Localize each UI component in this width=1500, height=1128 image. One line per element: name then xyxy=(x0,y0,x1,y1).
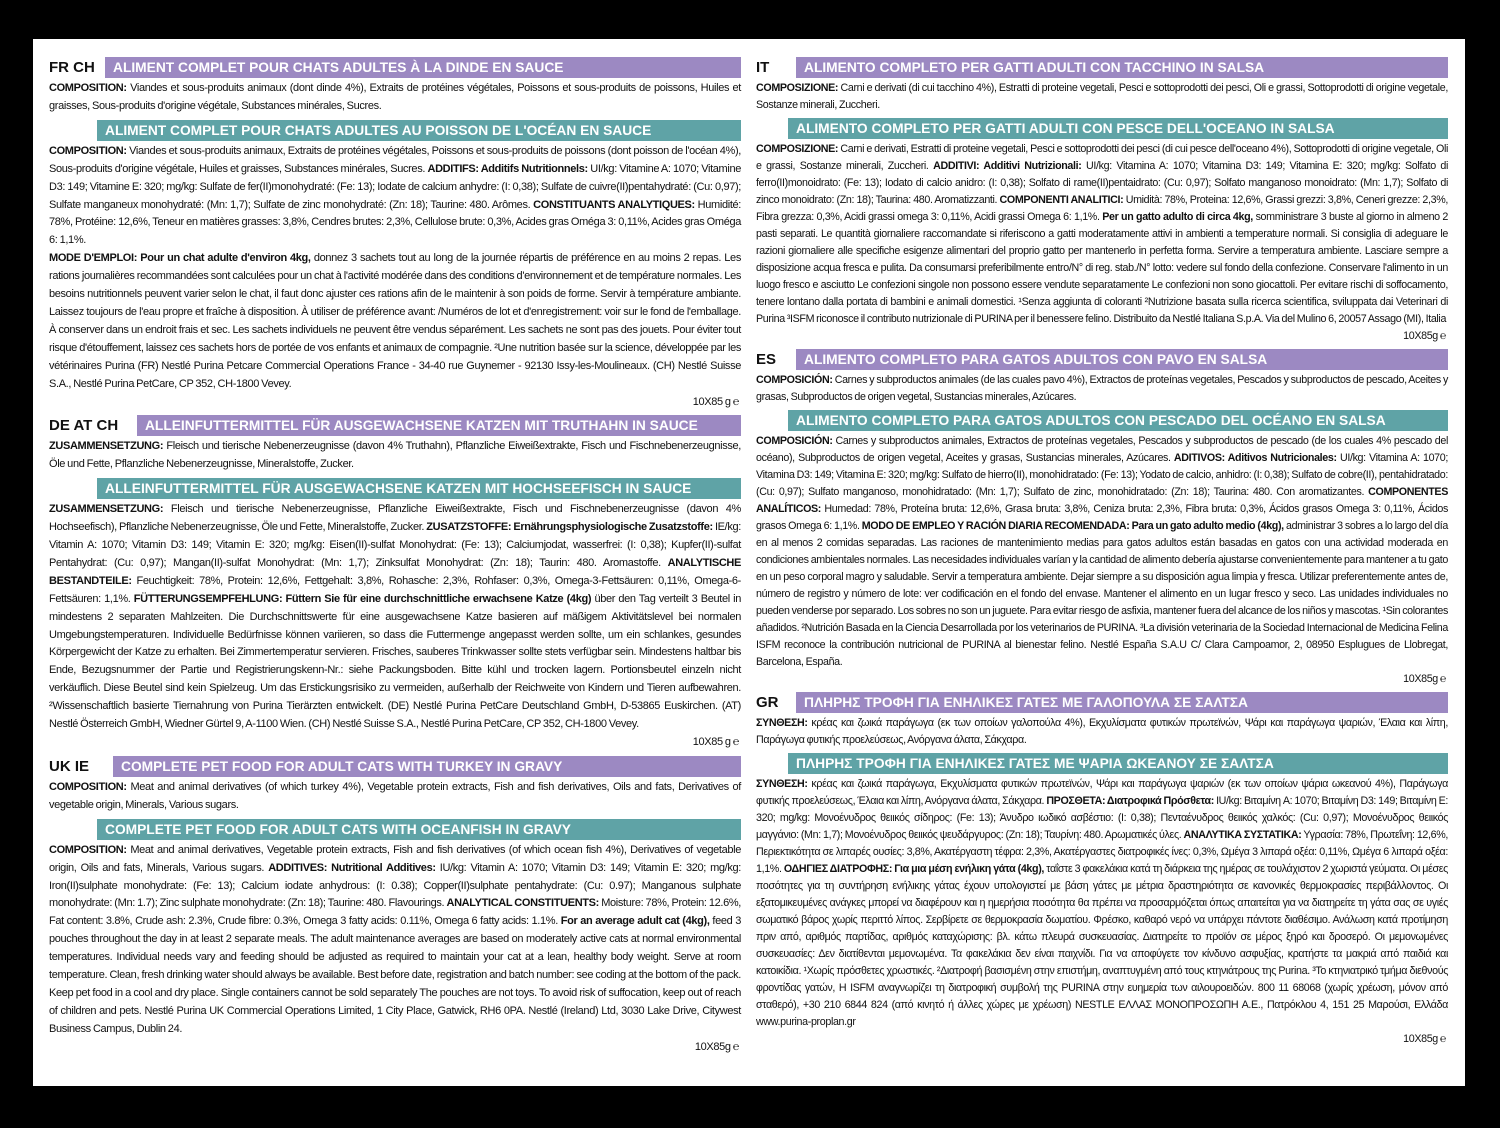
de-fish-header xyxy=(49,478,741,499)
value: Moisture: 78%, Protein: 12.6%, Fat content: 3.8%, Crude ash: 2.3%, Crude fibre: 0.3%, Omega 3 fatty acids: 0.11%, Omega 6 fatty acids: 1.1%. xyxy=(49,897,741,928)
label: ΑΝΑΛΥΤΙΚΑ ΣΥΣΤΑΤΙΚΑ: xyxy=(1183,829,1302,841)
uk-turkey-composition xyxy=(49,779,741,815)
es-turkey-composition xyxy=(756,372,1448,406)
es-fish-title: ALIMENTO COMPLETO PARA GATOS ADULTOS CON PESCADO DEL OCÉANO EN SALSA xyxy=(788,410,1448,431)
uk-turkey-header xyxy=(49,756,741,777)
label: ANALYTISCHE BESTANDTEILE: xyxy=(49,556,741,587)
label: ADDITIFS: Additifs Nutritionnels: xyxy=(427,162,588,175)
value: κρέας και ζωικά παράγωγα (εκ των οποίων γαλοπούλα 4%), Εκχυλίσματα φυτικών πρωτεϊνών, Ψάρι και παράγωγα ψαριών, Έλαια και λίπη, Παράγωγα φυτικής προελεύσεως, Ανόργανα άλατα, Σάκχαρα. xyxy=(756,717,1448,746)
value: Υγρασία: 78%, Πρωτεΐνη: 12,6%, Περιεκτικότητα σε λιπαρές ουσίες: 3,8%, Ακατέργαστη τέφρα: 2,3%, Ακατέργαστες διατροφικές ίνες: 0,3%, Ωμέγα 3 λιπαρά οξέα: 0,11%, Ωμέγα 6 λιπαρά οξέα: 1,1%. xyxy=(756,829,1449,875)
right-column xyxy=(756,55,1448,1052)
label: COMPONENTI ANALITICI: xyxy=(999,194,1124,206)
label: COMPOSICIÓN: xyxy=(756,374,833,386)
label: COMPOSITION: xyxy=(49,843,127,856)
label: COMPOSITION: xyxy=(49,780,127,793)
value: Viandes et sous-produits animaux (dont dinde 4%), Extraits de protéines végétales, Poissons et sous-produits de poissons, Huiles et graisses, Sous-produits d'origine végétale, Substances minérales, Sucres. xyxy=(49,82,741,112)
label: ADITIVOS: Aditivos Nutricionales: xyxy=(1173,452,1337,464)
value: Humedad: 78%, Proteína bruta: 12,6%, Grasa bruta: 3,8%, Ceniza bruta: 2,3%, Fibra bruta: 0,3%, Ácidos grasos Omega 3: 0,11%, Ácidos grasos Omega 6: 1,1%. xyxy=(756,503,1448,532)
value: Carnes y subproductos animales, Extractos de proteínas vegetales, Pescados y subproductos de pescado (de los cuales 4% pescado del océano), Subproductos de origen vegetal, Aceites y grasas, Sustancias minerales, Azúcares. xyxy=(756,435,1448,464)
fr-country-code: FR CH xyxy=(49,59,95,76)
label: COMPOSITION: xyxy=(49,82,127,94)
value: feed 3 pouches throughout the day in at least 2 separate meals. The adult maintenance averages are based on moderately active cats at normal environmental temperatures. Individual needs vary and feeding should be adjusted as required to maintain your cat at a lean, healthy body weight. Serve at room temperature. Clean, fresh drinking water should always be available. Best before date, registration and batch number: see coding at the bottom of the pack. Keep pet food in a cool and dry place. Single containers cannot be sold separately The pouches are not toys. To avoid risk of suffocation, keep out of reach of children and pets. Nestlé Purina UK Commercial Operations Limited, 1 City Place, Gatwick, RH6 0PA. Nestlé (Ireland) Ltd, 3030 Lake Drive, Citywest Business Campus, Dublin 24. xyxy=(49,915,741,1035)
label: ZUSAMMENSETZUNG: xyxy=(49,503,164,516)
es-fish-header xyxy=(756,410,1448,431)
label: ZUSAMMENSETZUNG: xyxy=(49,440,164,453)
label: ADDITIVI: Additivi Nutrizionali: xyxy=(933,160,1082,172)
label: ZUSATZSTOFFE: Ernährungsphysiologische Zusatzstoffe: xyxy=(426,521,713,534)
uk-country-code: UK IE xyxy=(49,757,90,775)
label: ΠΡΟΣΘΕΤΑ: Διατροφικά Πρόσθετα: xyxy=(1046,795,1214,807)
fr-turkey-composition xyxy=(49,80,741,116)
left-column xyxy=(49,55,741,1061)
label: MODO DE EMPLEO Y RACIÓN DIARIA RECOMENDADA: Para un gato adulto medio (4kg), xyxy=(861,520,1284,532)
gr-country-code: GR xyxy=(756,694,779,711)
es-turkey-title: ALIMENTO COMPLETO PARA GATOS ADULTOS CON PAVO EN SALSA xyxy=(796,349,1448,370)
fr-pack-size: 10X85 g ℮ xyxy=(692,395,739,408)
value: Fleisch und tierische Nebenerzeugnisse, Pflanzliche Eiweißextrakte, Fisch und Fischnebenerzeugnisse (davon 4% Hochseefisch), Pflanzliche Nebenerzeugnisse, Öle und Fette, Mineralstoffe, Zucker. xyxy=(49,503,741,534)
it-fish-details xyxy=(756,141,1448,345)
uk-fish-title: COMPLETE PET FOOD FOR ADULT CATS WITH OCEANFISH IN GRAVY xyxy=(97,819,741,840)
de-fish-details xyxy=(49,501,741,752)
value: Carni e derivati, Estratti di proteine vegetali, Pesci e sottoprodotti dei pesci (di cui pesce dell'oceano 4%), Sottoprodotti di origine vegetale, Oli e grassi, Sostanze minerali, Zuccheri. xyxy=(756,143,1448,172)
gr-turkey-header xyxy=(756,692,1448,713)
label: ΣΥΝΘΕΣΗ: xyxy=(756,778,808,790)
label: MODE D'EMPLOI: Pour un chat adulte d'environ 4kg, xyxy=(49,252,311,265)
value: κρέας και ζωικά παράγωγα, Εκχυλίσματα φυτικών πρωτεϊνών, Ψάρι και παράγωγα ψαριών (εκ των οποίων ψάρια ωκεανού 4%), Παράγωγα φυτικής προελεύσεως, Έλαια και λίπη, Ανόργανα άλατα, Σάκχαρα. xyxy=(756,778,1448,807)
es-pack-size: 10X85g ℮ xyxy=(1403,673,1446,685)
fr-turkey-header xyxy=(49,57,741,78)
value: IU/kg: Vitamin A: 1070; Vitamin D3: 149; Vitamin E: 320; mg/kg: Iron(II)sulphate monohydrate: (Fe: 13); Calcium iodate anhydrous: (I: 0.38); Copper(II)sulphate pentahydrate: (Cu: 0.97); Manganous sulphate monohydrate: (Mn: 1.7); Zinc sulphate monohydrate: (Zn: 18); Taurine: 480. Flavourings. xyxy=(49,861,741,910)
de-country-code: DE AT CH xyxy=(49,417,119,435)
label: ANALYTICAL CONSTITUENTS: xyxy=(446,897,599,910)
uk-turkey-title: COMPLETE PET FOOD FOR ADULT CATS WITH TURKEY IN GRAVY xyxy=(113,756,741,777)
label: CONSTITUANTS ANALYTIQUES: xyxy=(533,198,695,211)
value: IE/kg: Vitamin A: 1070; Vitamin D3: 149; Vitamin E: 320; mg/kg: Eisen(II)-sulfat Monohydrat: (Fe: 13); Calciumjodat, wasserfrei: (I: 0,38); Kupfer(II)-sulfat Pentahydrat: (Cu: 0,97); Mangan(II)-sulfat Monohydrat: (Mn: 1,7); Zinksulfat Monohydrat: (Zn: 18); Taurin: 480. Aromastoffe. xyxy=(49,521,741,569)
gr-turkey-title: ΠΛΗΡΗΣ ΤΡΟΦΗ ΓΙΑ ΕΝΗΛΙΚΕΣ ΓΑΤΕΣ ΜΕ ΓΑΛΟΠΟΥΛΑ ΣΕ ΣΑΛΤΣΑ xyxy=(796,692,1448,713)
fr-fish-title: ALIMENT COMPLET POUR CHATS ADULTES AU POISSON DE L'OCÉAN EN SAUCE xyxy=(97,120,741,141)
label: ΣΥΝΘΕΣΗ: xyxy=(756,717,808,729)
de-turkey-composition xyxy=(49,438,741,474)
label: For an average adult cat (4kg), xyxy=(560,915,710,928)
gr-fish-details xyxy=(756,776,1448,1048)
it-pack-size: 10X85g ℮ xyxy=(1403,330,1446,342)
value: Humidité: 78%, Protéine: 12,6%, Teneur en matières grasses: 3,8%, Cendres brutes: 2,3%, Cellulose brute: 0,3%, Acides gras Oméga 3: 0,11%, Acides gras Oméga 6: 1,1%. xyxy=(49,198,741,247)
value: Umidità: 78%, Proteina: 12,6%, Grassi grezzi: 3,8%, Ceneri grezze: 2,3%, Fibra grezza: 0,3%, Acidi grassi omega 3: 0,11%, Acidi grassi Omega 6: 1,1%. xyxy=(756,194,1448,223)
value: administrar 3 sobres a lo largo del día en al menos 2 comidas separadas. Las raciones de mantenimiento medias para gatos adultos están basadas en gatos con una actividad moderada en condiciones ambientales normales. Las necesidades individuales varían y la cantidad de alimento debería ajustarse convenientemente para mantener a tu gato en un peso corporal magro y saludable. Servir a temperatura ambiente. Dejar siempre a su disposición agua limpia y fresca. Utilizar preferentemente antes de, número de registro y número de lote: ver codificación en el fondo del envase. Mantener el alimento en un lugar fresco y seco. Las unidades individuales no pueden venderse por separado. Los sobres no son un juguete. Para evitar riesgo de asfixia, mantener fuera del alcance de los niños y mascotas. ¹Sin colorantes añadidos. ²Nutrición Basada en la Ciencia Desarrollada por los veterinarios de PURINA. ³La división veterinaria de la Sociedad Internacional de Medicina Felina ISFM reconoce la contribución nutricional de PURINA al bienestar felino. Nestlé España S.A.U C/ Clara Campoamor, 2, 08950 Esplugues de Llobregat, Barcelona, España. xyxy=(756,520,1448,668)
value: Meat and animal derivatives (of which turkey 4%), Vegetable protein extracts, Fish and fish derivatives, Oils and fats, Derivatives of vegetable origin, Minerals, Various sugars. xyxy=(49,780,741,811)
value: UI/kg: Vitamine A: 1070; Vitamine D3: 149; Vitamine E: 320; mg/kg: Sulfate de fer(II)monohydraté: (Fe: 13); Iodate de calcium anhydre: (I: 0,38); Sulfate de cuivre(II)pentahydraté: (Cu: 0,97); Sulfate manganeux monohydraté: (Mn: 1,7); Sulfate de zinc monohydraté: (Zn: 18); Taurine: 480. Arômes. xyxy=(49,162,741,211)
label: FÜTTERUNGSEMPFEHLUNG: Füttern Sie für eine durchschnittliche erwachsene Katze (4kg) xyxy=(133,592,592,605)
label: COMPOSIZIONE: xyxy=(756,82,839,94)
value: Viandes et sous-produits animaux, Extraits de protéines végétales, Poissons et sous-produits de poissons (dont poisson de l'océan 4%), Sous-produits d'origine végétale, Huiles et graisses, Substances minérales, Sucres. xyxy=(49,144,741,175)
es-fish-details xyxy=(756,433,1448,688)
uk-pack-size: 10X85g ℮ xyxy=(694,1040,739,1053)
label: COMPOSIZIONE: xyxy=(756,143,839,155)
de-turkey-header xyxy=(49,415,741,436)
value: Meat and animal derivatives, Vegetable protein extracts, Fish and fish derivatives (of which ocean fish 4%), Derivatives of vegetable origin, Oils and fats, Minerals, Various sugars. xyxy=(49,843,741,874)
fr-fish-header xyxy=(49,120,741,141)
it-country-code: IT xyxy=(756,59,770,76)
it-fish-title: ALIMENTO COMPLETO PER GATTI ADULTI CON PESCE DELL'OCEANO IN SALSA xyxy=(788,118,1448,139)
es-turkey-header xyxy=(756,349,1448,370)
label: COMPONENTES ANALÍTICOS: xyxy=(756,486,1448,515)
value: UI/kg: Vitamina A: 1070; Vitamina D3: 149; Vitamina E: 320; mg/kg: Solfato di ferro(II)monoidrato: (Fe: 13); Iodato di calcio anidro: (I: 0,38); Solfato di rame(II)pentaidrato: (Cu: 0,97); Solfato manganoso monoidrato: (Mn: 1,7); Solfato di zinco monoidrato: (Zn: 18); Taurina: 480. Aromatizzanti. xyxy=(756,160,1448,206)
gr-turkey-composition xyxy=(756,715,1448,749)
value: ταΐστε 3 φακελάκια κατά τη διάρκεια της ημέρας σε τουλάχιστον 2 χωριστά γεύματα. Οι μέσες ποσότητες για τη συντήρηση ενήλικης γάτας έχουν υπολογιστεί με βάση γάτες με μέτρια δραστηριότητα σε κανονικές θερμοκρασίες περιβάλλοντος. Οι εξατομικευμένες ανάγκες μπορεί να διαφέρουν και η ημερήσια ποσότητα θα πρέπει να προσαρμόζεται όπως απαιτείται για να διατηρείτε τη γάτα σας σε υγιές σωματικό βάρος χωρίς περιττό λίπος. Σερβίρετε σε θερμοκρασία δωματίου. Φρέσκο, καθαρό νερό να υπάρχει πάντοτε διαθέσιμο. Ανάλωση κατά προτίμηση πριν από, αριθμός παρτίδας, αριθμός καταχώρισης: βλ. κάτω πλευρά συσκευασίας. Διατηρείτε το προϊόν σε μέρος ξηρό και δροσερό. Οι μεμονωμένες συσκευασίες: Δεν διατίθενται μεμονωμένα. Τα φακελάκια δεν είναι παιχνίδι. Για να αποφύγετε τον κίνδυνο ασφυξίας, κρατήστε τα μακριά από παιδιά και κατοικίδια. ¹Χωρίς πρόσθετες χρωστικές. ²Διατροφή βασισμένη στην επιστήμη, αναπτυγμένη από τους κτηνιάτρους της Purina. ³Το κτηνιατρικό τμήμα διεθνούς φροντίδας γατών, Η ISFM αναγνωρίζει τη διατροφική συμβολή της PURINA στην ευημερία των αιλουροειδών. 800 11 68068 (χωρίς χρέωση, μόνον από σταθερό), +30 210 6844 824 (από κινητό ή άλλες χώρες με χρέωση) NESTLE ΕΛΛΑΣ ΜΟΝΟΠΡΟΣΩΠΗ Α.Ε., Πατρόκλου 4, 151 25 Μαρούσι, Ελλάδα www.purina-proplan.gr xyxy=(756,863,1448,1028)
uk-fish-header xyxy=(49,819,741,840)
label: COMPOSITION: xyxy=(49,144,127,157)
label-sheet xyxy=(33,39,1465,1086)
de-turkey-title: ALLEINFUTTERMITTEL FÜR AUSGEWACHSENE KATZEN MIT TRUTHAHN IN SAUCE xyxy=(137,415,741,436)
it-turkey-title: ALIMENTO COMPLETO PER GATTI ADULTI CON TACCHINO IN SALSA xyxy=(796,57,1448,78)
gr-fish-header xyxy=(756,753,1448,774)
gr-pack-size: 10X85g ℮ xyxy=(1403,1033,1446,1045)
value: Feuchtigkeit: 78%, Protein: 12,6%, Fettgehalt: 3,8%, Rohasche: 2,3%, Rohfaser: 0,3%, Omega-3-Fettsäuren: 0,11%, Omega-6-Fettsäuren: 1,1%. xyxy=(49,574,741,605)
label: Per un gatto adulto di circa 4kg, xyxy=(1102,211,1253,223)
value: Fleisch und tierische Nebenerzeugnisse (davon 4% Truthahn), Pflanzliche Eiweißextrakte, Fisch und Fischnebenerzeugnisse, Öle und Fette, Pflanzliche Nebenerzeugnisse, Mineralstoffe, Zucker. xyxy=(49,440,741,471)
value: Carni e derivati (di cui tacchino 4%), Estratti di proteine vegetali, Pesci e sottoprodotti dei pesci, Oli e grassi, Sottoprodotti di origine vegetale, Sostanze minerali, Zuccheri. xyxy=(756,82,1448,111)
label: ΟΔΗΓΙΕΣ ΔΙΑΤΡΟΦΗΣ: Για μια μέση ενήλικη γάτα (4kg), xyxy=(783,863,1045,875)
it-fish-header xyxy=(756,118,1448,139)
value: Carnes y subproductos animales (de las cuales pavo 4%), Extractos de proteínas vegetales, Pescados y subproductos de pescado, Aceites y grasas, Subproductos de origen vegetal, Sustancias minerales, Azúcares. xyxy=(756,374,1448,403)
es-country-code: ES xyxy=(756,351,777,368)
uk-fish-details xyxy=(49,842,741,1057)
it-turkey-header xyxy=(756,57,1448,78)
value: IU/kg: Βιταμίνη A: 1070; Βιταμίνη D3: 149; Βιταμίνη E: 320; mg/kg: Μονοένυδρος θειικός σίδηρος: (Fe: 13); Άνυδρο ιωδικό ασβέστιο: (I: 0,38); Πενταένυδρος θειικός χαλκός: (Cu: 0,97); Μονοένυδρος θειικός μαγγάνιο: (Mn: 1,7); Μονοένυδρος θειικός ψευδάργυρος: (Zn: 18); Ταυρίνη: 480. Αρωματικές ύλες. xyxy=(756,795,1448,841)
value: über den Tag verteilt 3 Beutel in mindestens 2 separaten Mahlzeiten. Die Durchschnittswerte für eine ausgewachsene Katze basieren auf mäßigem Aktivitätslevel bei normalen Umgebungstemperaturen. Individuelle Bedürfnisse können variieren, so dass die Futtermenge angepasst werden sollte, um ein schlankes, gesundes Körpergewicht der Katze zu erhalten. Bei Zimmertemperatur servieren. Frisches, sauberes Trinkwasser sollte stets verfügbar sein. Mindestens haltbar bis Ende, Bezugsnummer der Partie und Registrierungskenn-Nr.: siehe Packungsboden. Bitte kühl und trocken lagern. Portionsbeutel einzeln nicht verkäuflich. Diese Beutel sind kein Spielzeug. Um das Erstickungsrisiko zu vermeiden, außerhalb der Reichweite von Kindern und Tieren aufbewahren. ²Wissenschaftlich basierte Tiernahrung von Purina Tierärzten entwickelt. (DE) Nestlé Purina PetCare Deutschland GmbH, D-53865 Euskirchen. (AT) Nestlé Österreich GmbH, Wiedner Gürtel 9, A-1100 Wien. (CH) Nestlé Suisse S.A., Nestlé Purina PetCare, CP 352, CH-1800 Vevey. xyxy=(49,592,741,731)
value: UI/kg: Vitamina A: 1070; Vitamina D3: 149; Vitamina E: 320; mg/kg: Sulfato de hierro(II), monohidratado: (Fe: 13); Yodato de calcio, anhidro: (I: 0,38); Sulfato de cobre(II), pentahidratado: (Cu: 0,97); Sulfato manganoso, monohidratado: (Mn: 1,7); Sulfato de zinc, monohidratado: (Zn: 18); Taurina: 480. Con aromatizantes. xyxy=(756,452,1448,498)
fr-fish-details xyxy=(49,143,741,412)
label: COMPOSICIÓN: xyxy=(756,435,833,447)
de-fish-title: ALLEINFUTTERMITTEL FÜR AUSGEWACHSENE KATZEN MIT HOCHSEEFISCH IN SAUCE xyxy=(97,478,741,499)
value: somministrare 3 buste al giorno in almeno 2 pasti separati. Le quantità giornaliere raccomandate si riferiscono a gatti moderatamente attivi in ambienti a temperature normali. Si consiglia di adeguare le razioni giornaliere alle specifiche esigenze alimentari del proprio gatto per mantenerlo in perfetta forma. Servire a temperatura ambiente. Lasciare sempre a disposizione acqua fresca e pulita. Da consumarsi preferibilmente entro/N° di reg. stab./N° lotto: vedere sul fondo della confezione. Conservare l'alimento in un luogo fresco e asciutto Le confezioni singole non possono essere vendute separatamente Le confezioni non sono giocattoli. Per evitare rischi di soffocamento, tenere lontano dalla portata di bambini e animali domestici. ¹Senza aggiunta di coloranti ²Nutrizione basata sulla ricerca scientifica, sviluppata dai Veterinari di Purina ³ISFM riconosce il contributo nutrizionale di PURINA per il benessere felino. Distribuito da Nestlé Italiana S.p.A. Via del Mulino 6, 20057 Assago (MI), Italia xyxy=(756,211,1448,325)
it-turkey-composition xyxy=(756,80,1448,114)
gr-fish-title: ΠΛΗΡΗΣ ΤΡΟΦΗ ΓΙΑ ΕΝΗΛΙΚΕΣ ΓΑΤΕΣ ΜΕ ΨΑΡΙΑ ΩΚΕΑΝΟΥ ΣΕ ΣΑΛΤΣΑ xyxy=(788,753,1448,774)
value: donnez 3 sachets tout au long de la journée répartis de préférence en au moins 2 repas. Les rations journalières recommandées sont calculées pour un chat à l'activité modérée dans des conditions d'environnement et de température normales. Les besoins nutritionnels peuvent varier selon le chat, il faut donc ajuster ces rations afin de le maintenir à son poids de forme. Servir à température ambiante. Laissez toujours de l'eau propre et fraîche à disposition. À utiliser de préférence avant: /Numéros de lot et d'enregistrement: voir sur le fond de l'emballage. À conserver dans un endroit frais et sec. Les sachets individuels ne peuvent être vendus séparément. Les sachets ne sont pas des jouets. Pour éviter tout risque d'étouffement, laissez ces sachets hors de portée de vos enfants et animaux de compagnie. ²Une nutrition basée sur la science, développée par les vétérinaires Purina (FR) Nestlé Purina Petcare Commercial Operations France - 34-40 rue Guynemer - 92130 Issy-les-Moulineaux. (CH) Nestlé Suisse S.A., Nestlé Purina PetCare, CP 352, CH-1800 Vevey. xyxy=(49,252,741,390)
fr-turkey-title: ALIMENT COMPLET POUR CHATS ADULTES À LA DINDE EN SAUCE xyxy=(105,57,741,78)
de-pack-size: 10X85 g ℮ xyxy=(692,736,739,748)
label: ADDITIVES: Nutritional Additives: xyxy=(268,861,436,874)
